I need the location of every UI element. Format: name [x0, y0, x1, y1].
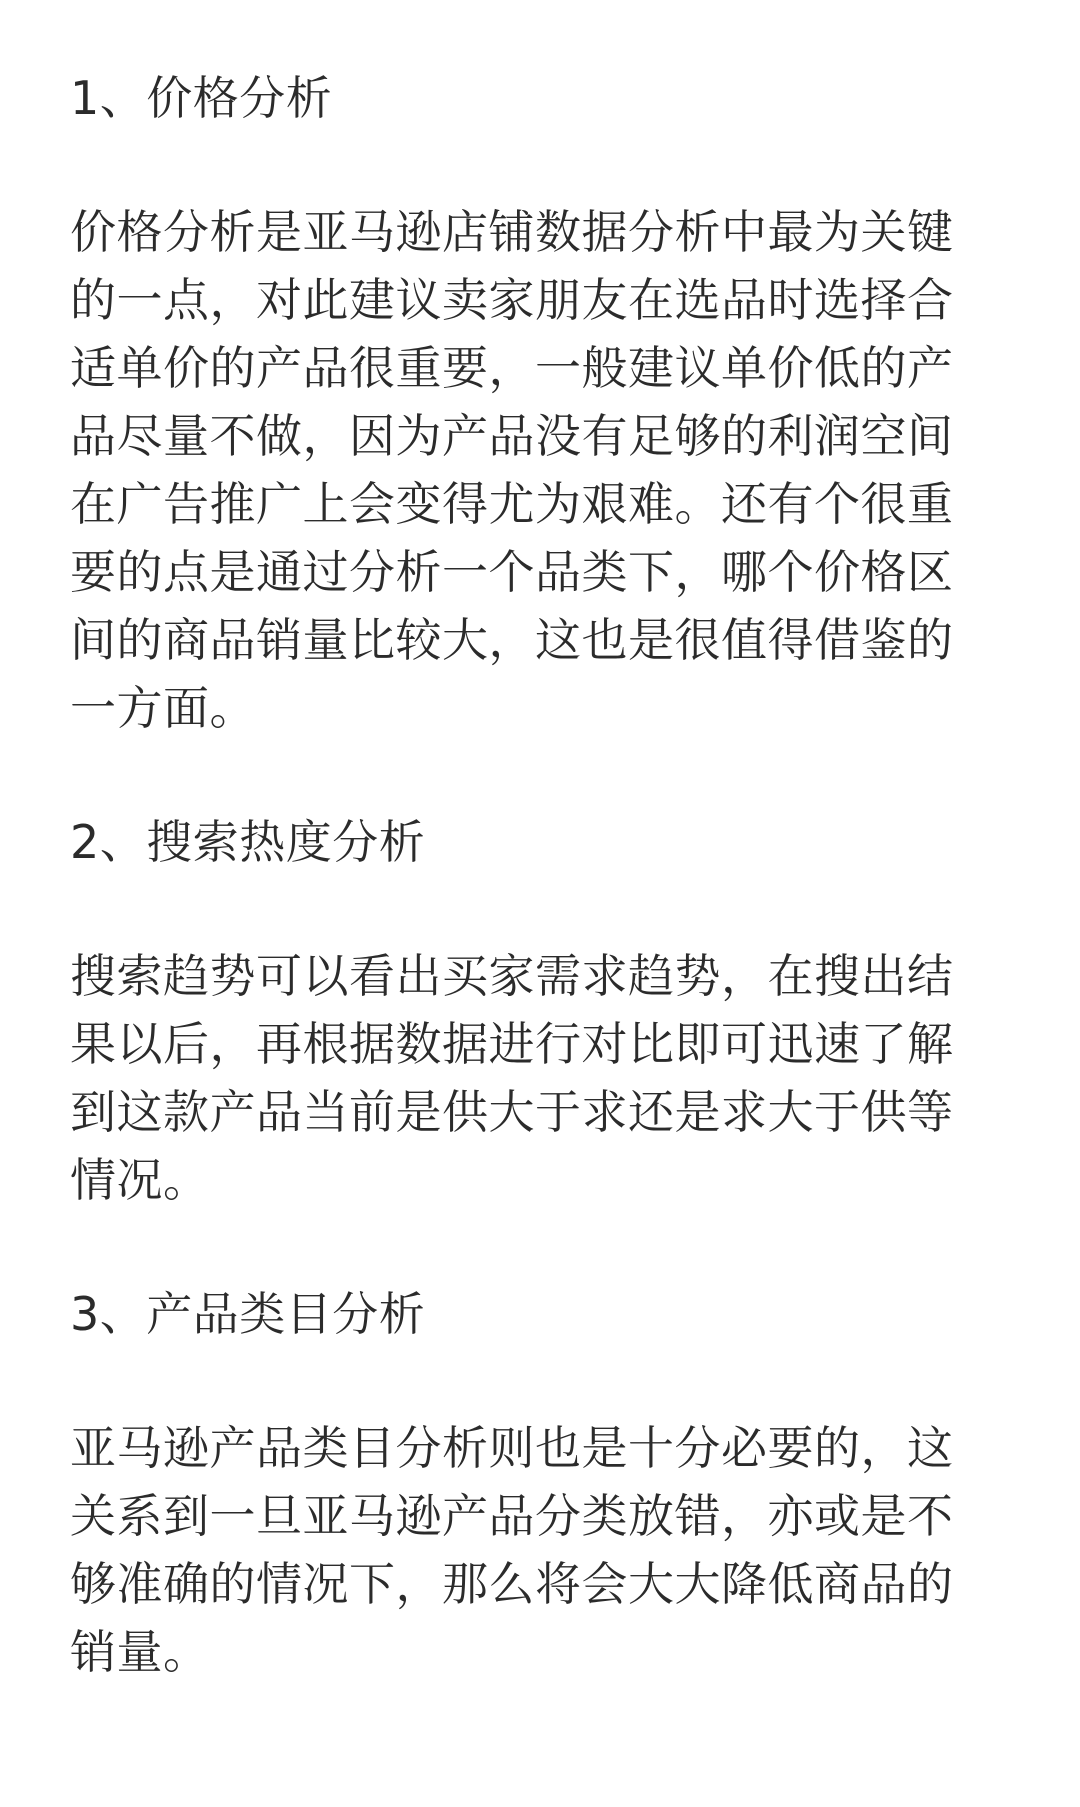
paragraph-line: 果以后，再根据数据进行对比即可迅速了解	[70, 1017, 954, 1071]
section-paragraph	[70, 942, 1010, 1214]
paragraph-line: 适单价的产品很重要，一般建议单价低的产	[70, 341, 954, 395]
section-paragraph	[70, 198, 1010, 742]
paragraph-line: 销量。	[70, 1625, 210, 1679]
paragraph-line: 在广告推广上会变得尤为艰难。还有个很重	[70, 477, 954, 531]
section-price-analysis	[70, 64, 1010, 742]
paragraph-line: 品尽量不做，因为产品没有足够的利润空间	[70, 409, 954, 463]
paragraph-line: 关系到一旦亚马逊产品分类放错，亦或是不	[70, 1489, 954, 1543]
paragraph-line: 价格分析是亚马逊店铺数据分析中最为关键	[70, 205, 954, 259]
paragraph-line: 亚马逊产品类目分析则也是十分必要的，这	[70, 1421, 954, 1475]
paragraph-line: 搜索趋势可以看出买家需求趋势，在搜出结	[70, 949, 954, 1003]
section-paragraph	[70, 1414, 1010, 1686]
paragraph-line: 到这款产品当前是供大于求还是求大于供等	[70, 1085, 954, 1139]
section-heading: 1、价格分析	[70, 71, 333, 125]
paragraph-line: 够准确的情况下，那么将会大大降低商品的	[70, 1557, 954, 1611]
paragraph-line: 要的点是通过分析一个品类下，哪个价格区	[70, 545, 954, 599]
paragraph-line: 的一点，对此建议卖家朋友在选品时选择合	[70, 273, 954, 327]
section-search-heat-analysis	[70, 808, 1010, 1214]
section-heading: 3、产品类目分析	[70, 1287, 426, 1341]
paragraph-line: 一方面。	[70, 681, 256, 735]
paragraph-line: 情况。	[70, 1153, 210, 1207]
section-category-analysis	[70, 1280, 1010, 1686]
paragraph-line: 间的商品销量比较大，这也是很值得借鉴的	[70, 613, 954, 667]
section-heading: 2、搜索热度分析	[70, 815, 426, 869]
